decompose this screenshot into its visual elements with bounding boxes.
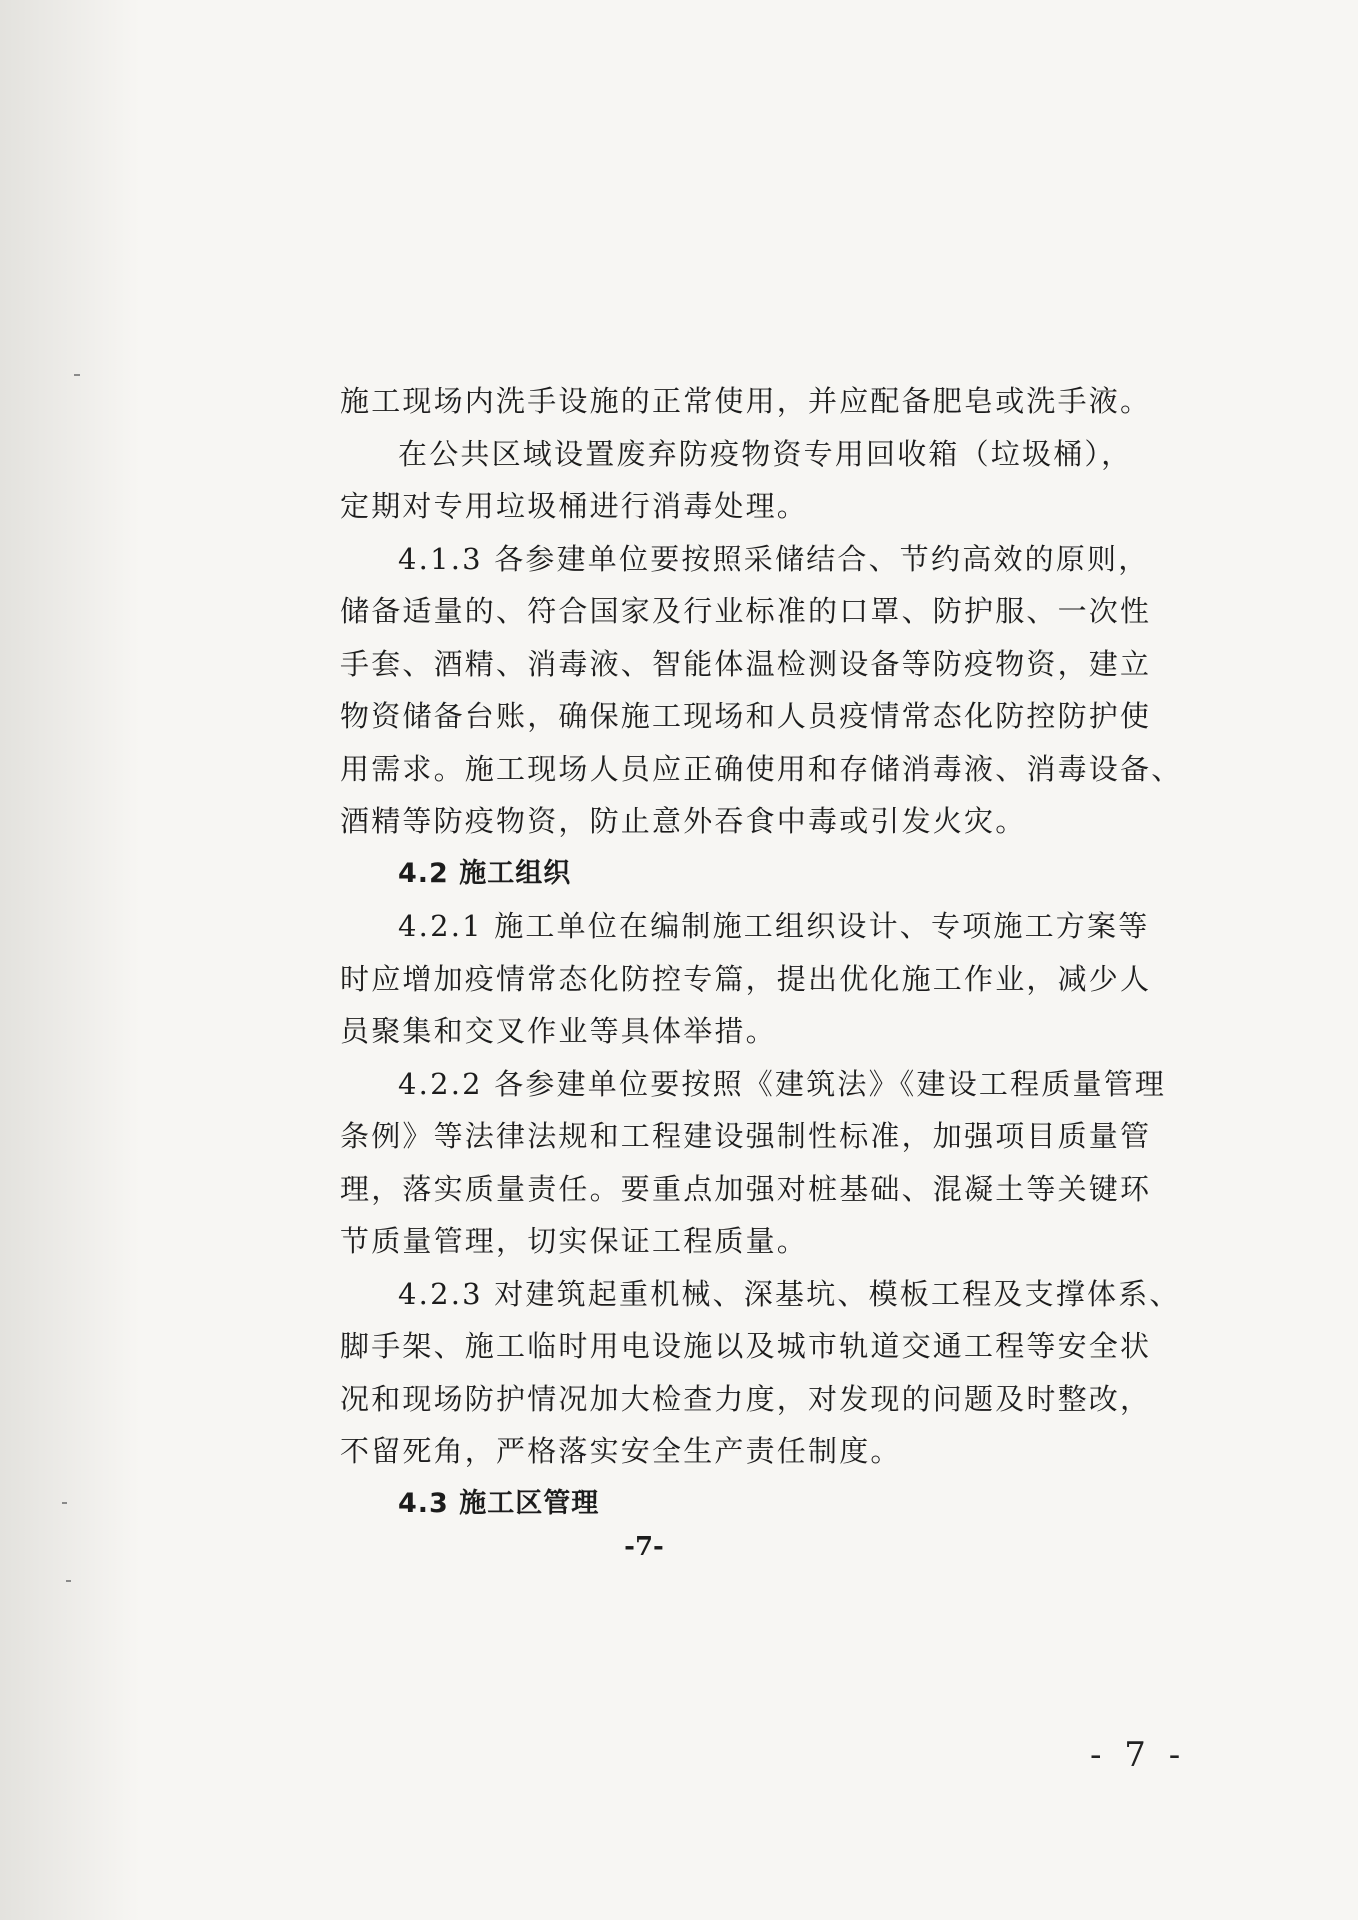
- section-heading: 4.2 施工组织: [398, 857, 572, 889]
- text-line: 节质量管理，切实保证工程质量。: [340, 1224, 809, 1258]
- scan-speck: [66, 1580, 71, 1582]
- text-line: 不留死角，严格落实安全生产责任制度。: [340, 1434, 902, 1468]
- outer-page-number: - 7 -: [1090, 1735, 1187, 1775]
- text-line: 定期对专用垃圾桶进行消毒处理。: [340, 489, 809, 523]
- section-heading: 4.3 施工区管理: [398, 1487, 600, 1519]
- text-line: 理，落实质量责任。要重点加强对桩基础、混凝土等关键环: [340, 1171, 1152, 1206]
- text-line: 4.1.3 各参建单位要按照采储结合、节约高效的原则，: [398, 541, 1150, 576]
- text-line: 时应增加疫情常态化防控专篇，提出优化施工作业，减少人: [340, 961, 1152, 996]
- text-line: 脚手架、施工临时用电设施以及城市轨道交通工程等安全状: [340, 1329, 1152, 1363]
- document-body: [340, 375, 1183, 1530]
- scan-speck: [62, 1502, 67, 1504]
- text-line: 4.2.1 施工单位在编制施工组织设计、专项施工方案等: [398, 909, 1150, 943]
- text-line: 4.2.3 对建筑起重机械、深基坑、模板工程及支撑体系、: [398, 1276, 1181, 1311]
- text-line: 酒精等防疫物资，防止意外吞食中毒或引发火灾。: [340, 804, 1027, 838]
- text-line: 手套、酒精、消毒液、智能体温检测设备等防疫物资，建立: [340, 646, 1152, 681]
- text-line: 况和现场防护情况加大检查力度，对发现的问题及时整改，: [340, 1381, 1152, 1416]
- text-line: 储备适量的、符合国家及行业标准的口罩、防护服、一次性: [340, 594, 1152, 628]
- text-line: 施工现场内洗手设施的正常使用，并应配备肥皂或洗手液。: [340, 384, 1152, 418]
- scan-shadow: [0, 0, 140, 1920]
- scan-speck: [74, 374, 80, 376]
- text-line: 4.2.2 各参建单位要按照《建筑法》《建设工程质量管理: [398, 1066, 1167, 1101]
- text-line: 员聚集和交叉作业等具体举措。: [340, 1014, 777, 1048]
- text-line: 条例》等法律法规和工程建设强制性标准，加强项目质量管: [340, 1119, 1152, 1153]
- text-line: 用需求。施工现场人员应正确使用和存储消毒液、消毒设备、: [340, 751, 1183, 786]
- text-line: 物资储备台账，确保施工现场和人员疫情常态化防控防护使: [340, 699, 1152, 733]
- text-line: 在公共区域设置废弃防疫物资专用回收箱（垃圾桶），: [398, 436, 1133, 471]
- inner-page-number: -7-: [624, 1532, 664, 1562]
